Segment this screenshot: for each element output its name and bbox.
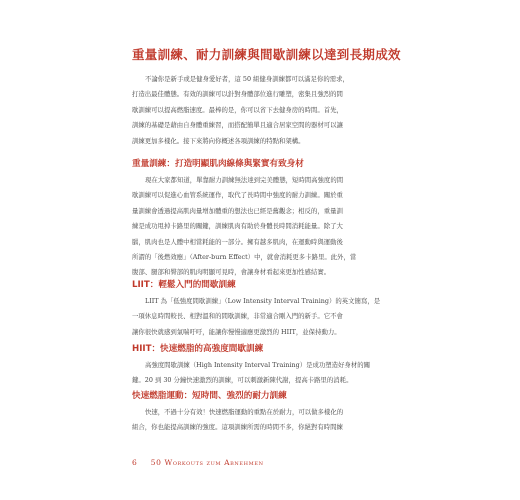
- text-line: 高強度間歇訓練（High Intensity Interval Training）是成功塑造好身材的關: [145, 361, 370, 369]
- text-line: 一項休息時間較長、相對溫和的間歇訓練，非常適合剛入門的新手。它不會: [132, 312, 343, 321]
- text-line: 打造出最佳體態。有效的訓練可以針對身體部位進行雕塑，密集且強烈的間: [132, 90, 343, 99]
- intro-paragraph: [132, 72, 394, 149]
- section-heading: HIIT：快速燃脂的高強度間歇訓練: [132, 344, 264, 354]
- text-line: 讓你很快就感到氣喘吁吁，能讓你慢慢適應更激烈的 HIIT，並保持動力。: [132, 327, 341, 336]
- section-heading: 快速燃脂運動：短時間、強烈的耐力訓練: [132, 391, 287, 401]
- section-fat-burning: [132, 389, 394, 436]
- text-line: 組合，你也能提高訓練的強度。這項訓練所需的時間不多，你絕對有時間練: [132, 423, 343, 432]
- text-line: 歇訓練可以促進心血管系統運作，取代了長時間中強度的耐力訓練。關於重: [132, 191, 343, 200]
- text-line: 快速，不過十分有效！快速燃脂運動的重點在於耐力，可以做多樣化的: [145, 408, 344, 416]
- page-title: 重量訓練、耐力訓練與間歇訓練以達到長期成效: [132, 47, 401, 62]
- text-line: 訓練更加多樣化。接下來將向你概述各項訓練的特點和架構。: [132, 136, 305, 145]
- text-line: 歇訓練可以提高燃脂速度。最棒的是，你可以省下去健身房的時間。首先，: [132, 105, 343, 114]
- page-footer: [132, 458, 264, 467]
- section-hiit: [132, 342, 394, 389]
- text-line: LIIT 為「低強度間歇訓練」（Low Intensity Interval Training）的英文簡寫，是: [145, 297, 381, 305]
- text-line: 量訓練會透過提高肌肉量增加體重的想法也已經是舊觀念；相反的，重量訓: [132, 206, 343, 215]
- section-liit: [132, 278, 394, 340]
- text-line: 鍵。20 到 30 分鐘快速激烈的訓練，可以刺激新陳代謝，提高卡路里的消耗。: [132, 376, 353, 385]
- section-heading: LIIT：輕鬆入門的間歇訓練: [132, 280, 236, 290]
- text-line: 練是成功甩掉卡路里的關鍵，訓練肌肉有助於身體長時間消耗能量。除了大: [132, 222, 343, 231]
- running-title: 50 Workouts zum Abnehmen: [150, 458, 264, 467]
- text-line: 腹部、腿部和臀部的肌肉明顯可見時，會讓身材看起來更加性感結實。: [132, 268, 331, 277]
- text-line: 腦，肌肉也是人體中相當耗能的一部分。擁有越多肌肉，在運動時與運動後: [132, 237, 343, 246]
- text-line: 現在大家都知道，單靠耐力訓練無法達到完美體態，短時間高強度的間: [145, 176, 344, 184]
- text-line: 訓練的基礎是藉由自身體重練習，而搭配簡單且適合居家空間的器材可以讓: [132, 121, 343, 130]
- text-line: 不論你是新手或是健身愛好者，這 50 組健身訓練都可以滿足你的需求，: [145, 75, 349, 83]
- text-line: 所謂的「後燃效應」（After-burn Effect）中，就會消耗更多卡路里。此外，當: [132, 252, 357, 261]
- page-number: 6: [132, 458, 137, 467]
- section-weight-training: [132, 157, 394, 281]
- section-heading: 重量訓練：打造明顯肌肉線條與緊實有致身材: [132, 159, 304, 169]
